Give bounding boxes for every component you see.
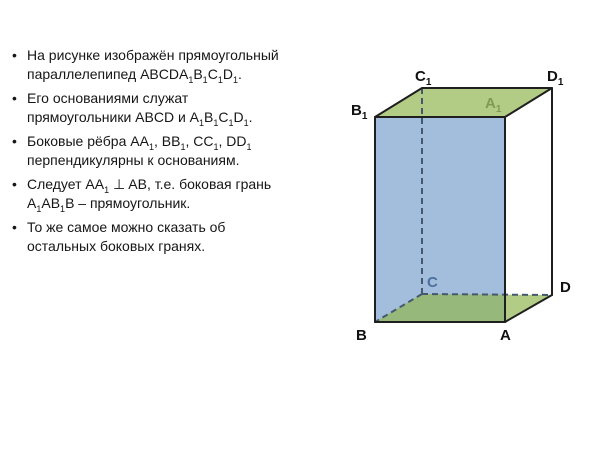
vertex-label-a: A [500,327,511,344]
vertex-label-c1: $C_1$ [415,68,432,88]
vertex-label-b1: $B_1$ [351,102,368,122]
bullet-line: • Боковые рёбра $AA_1$, $BB_1$, $CC_1$, $DD_1$ [27,133,252,152]
bullet-line: прямоугольники ABCD и $A_1B_1C_1D_1$. [27,109,253,128]
vertex-label-a1: $A_1$ [485,95,502,115]
top-face [375,88,552,117]
vertex-label-b: B [356,327,367,344]
bullet-line: $A_1AB_1B$ – прямоугольник. [27,195,191,214]
bullet-line: перпендикулярны к основаниям. [27,152,240,168]
bullet-line: • Следует $AA_1$ ⊥ AB, т.е. боковая грань [27,176,272,195]
front-face [375,117,505,322]
bullet-line: • То же самое можно сказать об [27,219,226,235]
bullet-line: остальных боковых гранях. [27,238,206,254]
bullet-line: параллелепипед $ABCDA_1B_1C_1D_1$. [27,66,242,85]
vertex-label-c: C [427,274,438,291]
vertex-label-d1: $D_1$ [547,68,564,88]
bullet-line: • На рисунке изображён прямоугольный [27,47,279,63]
bullet-line: • Его основаниями служат [27,90,189,106]
vertex-label-d: D [560,279,571,296]
